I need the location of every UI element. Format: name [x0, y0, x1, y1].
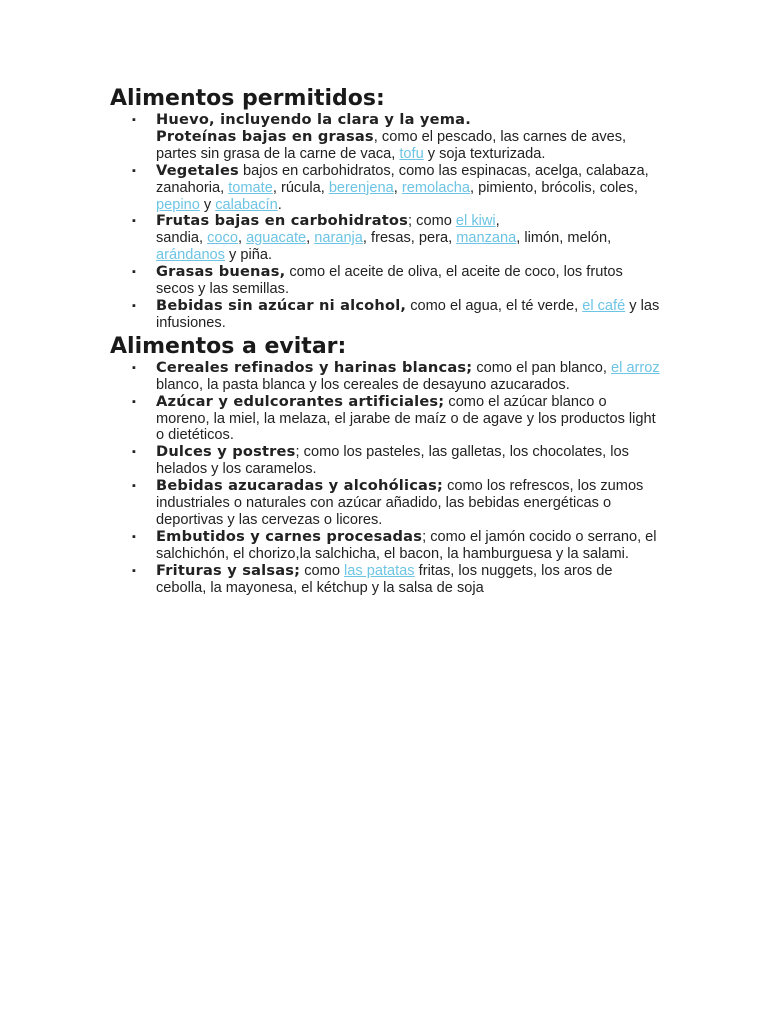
item-bold-label: Vegetales [156, 161, 239, 179]
bullet-icon: ▪ [132, 530, 136, 543]
list-item [110, 163, 660, 214]
item-text: sandia, [156, 230, 208, 247]
item-text: como el agua, el té verde, [406, 297, 583, 314]
list-item [110, 213, 660, 264]
list-item [110, 563, 660, 597]
inline-link[interactable]: manzana [456, 230, 517, 247]
bullet-icon: ▪ [132, 164, 136, 177]
section-evitar [110, 334, 660, 597]
item-text: bajos en carbohidratos, como las espinacas, acelga, calabaza, zanahoria, [156, 162, 649, 196]
item-bold-label: Frituras y salsas; [156, 561, 301, 579]
list-item [110, 264, 660, 298]
inline-link[interactable]: el kiwi [455, 213, 496, 230]
list-item [110, 360, 660, 394]
bullet-icon: ▪ [132, 299, 136, 312]
inline-link[interactable]: berenjena [328, 179, 394, 196]
item-bold-label: Proteínas bajas en grasas [156, 127, 374, 145]
item-text: ; como [408, 213, 456, 230]
item-text: , limón, melón, [516, 230, 612, 247]
item-text: ; como el jamón cocido o serrano, el salchichón, el chorizo,la salchicha, el bacon, la hamburguesa y la salami. [156, 528, 657, 562]
item-text: y piña. [224, 247, 273, 264]
item-text: , [306, 230, 315, 247]
list-item [110, 298, 660, 332]
inline-link[interactable]: aguacate [246, 230, 307, 247]
food-list-avoid [110, 360, 660, 597]
item-bold-label: Azúcar y edulcorantes artificiales; [156, 392, 445, 410]
inline-link[interactable]: naranja [314, 230, 363, 247]
item-text: , rúcula, [272, 179, 329, 196]
item-bold-label: Grasas buenas, [156, 263, 286, 281]
item-text: . [277, 196, 282, 213]
item-text: , como el pescado, las carnes de aves, partes sin grasa de la carne de vaca, [156, 128, 627, 162]
bullet-icon: ▪ [132, 266, 136, 279]
item-text: como el azúcar blanco o moreno, la miel, la melaza, el jarabe de maíz o de agave y los productos light o dietéticos. [156, 393, 656, 444]
document-page [110, 86, 660, 596]
inline-link[interactable]: pepino [156, 196, 200, 213]
list-item [110, 394, 660, 445]
list-item [110, 444, 660, 478]
bullet-icon: ▪ [132, 361, 136, 374]
inline-link[interactable]: tofu [399, 145, 424, 162]
item-text: , [393, 179, 402, 196]
item-text: como el pan blanco, [472, 359, 612, 376]
item-text: , fresas, pera, [362, 230, 457, 247]
item-text: ; como los pasteles, las galletas, los chocolates, los helados y los caramelos. [156, 444, 629, 478]
inline-link[interactable]: tomate [228, 179, 273, 196]
section-heading: Alimentos permitidos: [110, 86, 385, 111]
inline-link[interactable]: coco [207, 230, 238, 247]
item-bold-label: Embutidos y carnes procesadas [156, 527, 423, 545]
bullet-icon: ▪ [132, 114, 136, 126]
item-text: y [199, 196, 216, 213]
bullet-icon: ▪ [132, 215, 136, 228]
list-item [110, 478, 660, 529]
item-text: y las infusiones. [156, 297, 660, 331]
section-permitidos [110, 86, 660, 332]
inline-link[interactable]: el arroz [611, 359, 660, 376]
item-text: blanco, la pasta blanca y los cereales de desayuno azucarados. [156, 376, 570, 393]
inline-link[interactable]: remolacha [401, 179, 470, 196]
item-bold-label: Bebidas azucaradas y alcohólicas; [156, 477, 444, 495]
item-bold-label: Frutas bajas en carbohidratos [156, 212, 409, 230]
item-bold-label: Cereales refinados y harinas blancas; [156, 358, 473, 376]
food-list-allowed [110, 112, 660, 332]
item-text: , [237, 230, 247, 247]
item-text: como [300, 562, 344, 579]
item-text: como el aceite de oliva, el aceite de coco, los frutos secos y las semillas. [156, 264, 623, 298]
item-bold-label: Dulces y postres [156, 443, 296, 461]
item-text: fritas, los nuggets, los aros de cebolla, la mayonesa, el kétchup y la salsa de soja [156, 562, 613, 596]
bullet-icon: ▪ [132, 564, 136, 577]
item-text: , [495, 213, 500, 230]
item-text: y soja texturizada. [423, 145, 546, 162]
item-text: como los refrescos, los zumos industriales o naturales con azúcar añadido, las bebidas energéticas o deportivas y las cervezas o licores. [156, 478, 644, 528]
list-item [110, 529, 660, 563]
bullet-icon: ▪ [132, 480, 136, 493]
bullet-icon: ▪ [132, 395, 136, 408]
inline-link[interactable]: calabacín [215, 196, 278, 213]
inline-link[interactable]: las patatas [344, 562, 415, 579]
inline-link[interactable]: arándanos [156, 247, 225, 264]
list-item [110, 112, 660, 163]
inline-link[interactable]: el café [582, 297, 626, 314]
section-heading: Alimentos a evitar: [110, 333, 347, 359]
bullet-icon: ▪ [132, 446, 136, 459]
item-bold-label: Bebidas sin azúcar ni alcohol, [156, 296, 407, 314]
item-bold-label: Huevo, incluyendo la clara y la yema. [156, 111, 471, 128]
item-text: , pimiento, brócolis, coles, [469, 179, 638, 196]
